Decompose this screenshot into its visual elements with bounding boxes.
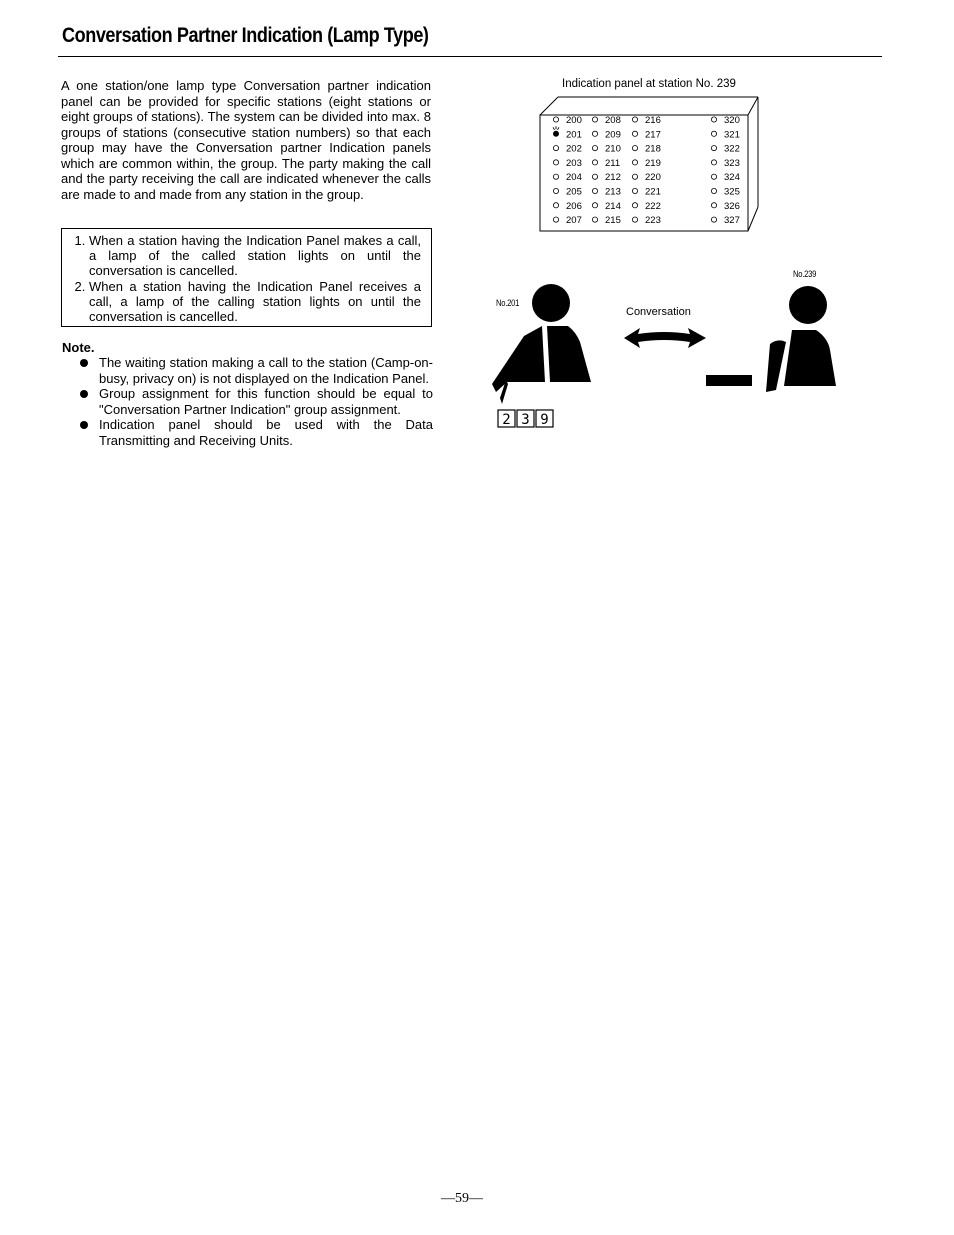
numbered-item: 1. When a station having the Indication Panel makes a call, a lamp of the called station lights on until the conversation is cancelled.	[89, 233, 421, 279]
conversation-figure	[488, 280, 848, 430]
note-item	[78, 386, 433, 417]
lamp-214	[592, 201, 620, 212]
digit-key	[498, 410, 515, 428]
lamp-icon	[632, 117, 637, 122]
lamp-icon	[711, 146, 716, 151]
lamp-icon	[592, 203, 597, 208]
panel-edge	[540, 97, 558, 115]
bullet-icon	[80, 421, 88, 429]
lamp-323	[711, 158, 739, 169]
lamp-icon	[553, 188, 558, 193]
lamp-number: 326	[724, 200, 740, 212]
bullet-icon	[80, 359, 88, 367]
conversation-label: Conversation	[626, 306, 691, 318]
lamp-number: 218	[645, 143, 661, 155]
lamp-221	[632, 187, 660, 198]
indication-panel	[538, 95, 762, 235]
lamp-glow-icon	[553, 126, 559, 130]
lamp-number: 222	[645, 200, 661, 212]
numbered-item: 2. When a station having the Indication Panel receives a call, a lamp of the calling station lights on until the conversation is cancelled.	[89, 279, 421, 325]
lamp-number: 203	[566, 157, 582, 169]
lamp-222	[632, 201, 660, 212]
lamp-325	[711, 187, 739, 198]
lamp-220	[632, 172, 660, 183]
lamp-number: 205	[566, 186, 582, 198]
intro-paragraph: A one station/one lamp type Conversation partner indication panel can be provided for specific stations (eight stations or eight groups of stations). The system can be divided into max. 8 groups of stations (consecutive station numbers) so that each group may have the Conversation partner Indication panels which are common within, the group. The party making the call and the party receiving the call are indicated whenever the calls are made to and made from any station in the group.	[61, 78, 431, 202]
caller-person-icon	[492, 284, 591, 404]
lamp-number: 209	[605, 129, 621, 141]
page-number: —59—	[441, 1191, 483, 1206]
lamp-icon	[553, 174, 558, 179]
lamp-number: 217	[645, 129, 661, 141]
lamp-number: 212	[605, 172, 621, 184]
note-text: Indication panel should be used with the Data Transmitting and Receiving Units.	[99, 417, 433, 448]
lamp-icon	[592, 146, 597, 151]
lamp-icon	[632, 174, 637, 179]
bullet-icon	[80, 390, 88, 398]
lamp-icon	[592, 117, 597, 122]
page-title: Conversation Partner Indication (Lamp Type)	[62, 24, 429, 47]
lamp-icon	[711, 160, 716, 165]
receiver-person-icon	[706, 286, 836, 392]
conversation-arrow-icon	[624, 328, 706, 348]
lamp-number: 223	[645, 215, 661, 227]
lamp-number: 324	[724, 172, 740, 184]
lamp-218	[632, 144, 660, 155]
lamp-icon	[632, 203, 637, 208]
lamp-number: 208	[605, 115, 621, 126]
lamp-number: 220	[645, 172, 661, 184]
lamp-205	[553, 187, 581, 198]
digit-text: 3	[521, 412, 530, 428]
lamp-icon	[711, 117, 716, 122]
note-list	[78, 355, 433, 448]
lamp-number: 327	[724, 215, 740, 227]
lamp-icon	[711, 174, 716, 179]
note-text: Group assignment for this function should be equal to "Conversation Partner Indication" group assignment.	[99, 386, 433, 417]
lamp-icon	[592, 131, 597, 136]
lamp-icon	[553, 146, 558, 151]
lamp-icon	[632, 188, 637, 193]
lamp-212	[592, 172, 620, 183]
note-item	[78, 417, 433, 448]
lamp-number: 204	[566, 172, 582, 184]
lamp-215	[592, 215, 620, 226]
lamp-number: 211	[605, 157, 621, 169]
lamp-icon	[632, 160, 637, 165]
lamp-icon	[592, 188, 597, 193]
numbered-box	[61, 228, 432, 327]
digit-key	[517, 410, 534, 428]
numbered-list	[62, 229, 431, 324]
note-heading: Note.	[62, 340, 95, 355]
lamp-icon	[592, 174, 597, 179]
lamp-number: 213	[605, 186, 621, 198]
lamp-number: 320	[724, 115, 740, 126]
lamp-icon	[711, 131, 716, 136]
lamp-203	[553, 158, 581, 169]
lamp-number: 321	[724, 129, 740, 141]
lamp-icon	[553, 203, 558, 208]
caller-label: No.201	[496, 298, 520, 308]
lamp-icon	[711, 203, 716, 208]
lamp-219	[632, 158, 660, 169]
lamp-322	[711, 144, 739, 155]
title-rule	[58, 56, 882, 57]
digit-text: 2	[502, 412, 511, 428]
lamp-number: 216	[645, 115, 661, 126]
lamp-number: 202	[566, 143, 582, 155]
lamp-210	[592, 144, 620, 155]
lamp-icon	[632, 217, 637, 222]
lamp-216	[632, 115, 660, 126]
lamp-number: 206	[566, 200, 582, 212]
lamp-number: 200	[566, 115, 582, 126]
lamp-icon	[711, 217, 716, 222]
lamp-326	[711, 201, 739, 212]
lamp-icon	[632, 131, 637, 136]
lamp-icon	[592, 160, 597, 165]
panel-edge	[748, 97, 758, 115]
lamp-number: 201	[566, 129, 582, 141]
lamp-327	[711, 215, 739, 226]
lit-lamp-icon	[553, 131, 558, 136]
lamp-206	[553, 201, 581, 212]
lamp-icon	[553, 160, 558, 165]
lamp-icon	[592, 217, 597, 222]
lamp-208	[592, 115, 620, 126]
lamp-209	[592, 129, 620, 140]
lamp-321	[711, 129, 739, 140]
lamp-icon	[553, 217, 558, 222]
lamp-201	[553, 126, 582, 140]
lamp-number: 219	[645, 157, 661, 169]
lamp-number: 325	[724, 186, 740, 198]
lamp-number: 214	[605, 200, 621, 212]
panel-edge	[748, 207, 758, 231]
lamp-202	[553, 144, 581, 155]
lamp-icon	[632, 146, 637, 151]
lamp-204	[553, 172, 581, 183]
lamp-211	[592, 158, 620, 169]
lamp-number: 221	[645, 186, 661, 198]
lamp-200	[553, 115, 581, 126]
lamp-213	[592, 187, 620, 198]
lamp-217	[632, 129, 660, 140]
receiver-label: No.239	[793, 269, 817, 279]
lamp-207	[553, 215, 581, 226]
digit-key	[536, 410, 553, 428]
lamp-324	[711, 172, 739, 183]
dialed-digits-display	[498, 410, 553, 428]
lamp-number: 323	[724, 157, 740, 169]
digit-text: 9	[540, 412, 549, 428]
note-item	[78, 355, 433, 386]
lamp-number: 210	[605, 143, 621, 155]
lamp-320	[711, 115, 739, 126]
lamp-icon	[553, 117, 558, 122]
lamp-number: 207	[566, 215, 582, 227]
lamp-223	[632, 215, 660, 226]
lamp-number: 215	[605, 215, 621, 227]
note-text: The waiting station making a call to the station (Camp-on-busy, privacy on) is not displayed on the Indication Panel.	[99, 355, 433, 386]
panel-caption: Indication panel at station No. 239	[562, 78, 736, 90]
lamp-number: 322	[724, 143, 740, 155]
lamp-icon	[711, 188, 716, 193]
